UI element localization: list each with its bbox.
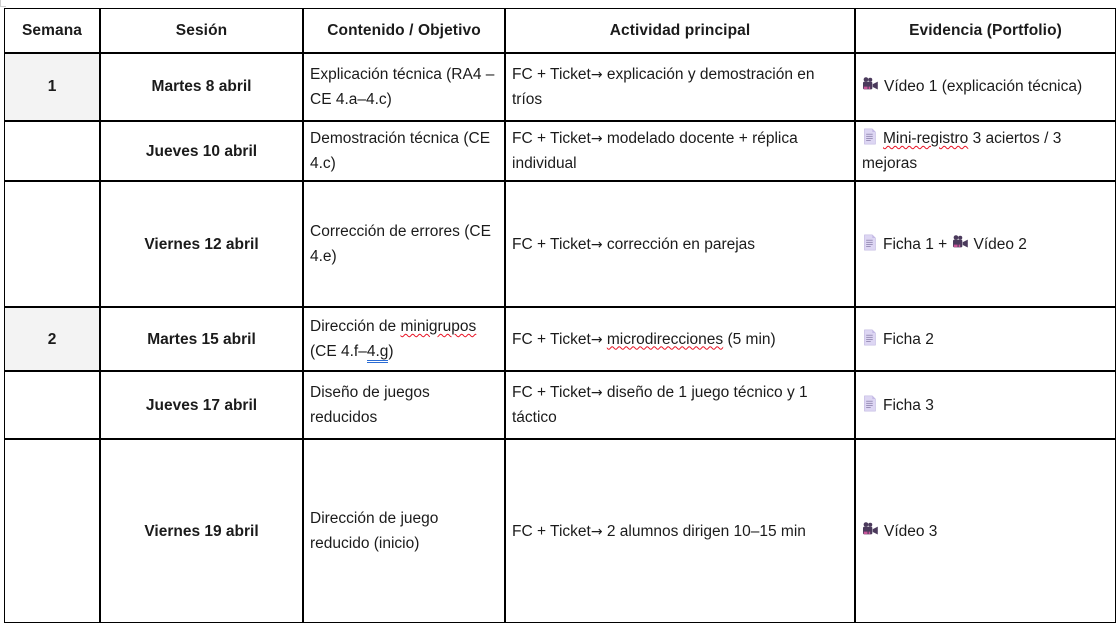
table-header (4, 8, 1116, 53)
cell-evidencia (855, 53, 1116, 121)
schedule-table (4, 8, 1116, 623)
actividad-text: modelado docente + réplica individual (512, 130, 798, 173)
contenido-line-2: reducidos (310, 409, 378, 427)
page-corner-mark (0, 0, 6, 7)
cell-evidencia (855, 371, 1116, 439)
cell-contenido (303, 181, 505, 307)
contenido-line-1-plain: Dirección de (310, 318, 401, 336)
cell-actividad (505, 307, 855, 371)
table-header-row (4, 8, 1116, 53)
actividad-prefix: FC + Ticket (512, 235, 591, 253)
table-row (4, 371, 1116, 439)
table-row (4, 439, 1116, 623)
actividad-prefix: FC + Ticket (512, 130, 591, 147)
table-row (4, 307, 1116, 371)
evidencia-text: Vídeo 1 (explicación técnica) (884, 78, 1083, 96)
table-body (4, 53, 1116, 623)
contenido-line-2-tail: ) (388, 343, 394, 361)
contenido-line-1: Corrección de errores (310, 223, 460, 241)
actividad-misspelled-word: microdirecciones (606, 330, 724, 348)
contenido-line-2: reducido (inicio) (310, 535, 420, 553)
evidencia-text: 3 aciertos / 3 mejoras (862, 130, 1062, 173)
arrow-icon: → (590, 66, 603, 83)
table-row (4, 53, 1116, 121)
contenido-grammar-word: 4.g (367, 343, 389, 363)
evidencia-misspelled-word: Mini-registro (883, 130, 969, 147)
contenido-line-2-plain: (CE 4.f– (310, 343, 367, 361)
cell-semana: 1 (4, 53, 100, 121)
evidencia-text: Ficha 1 + (883, 235, 952, 253)
contenido-line-1: Explicación técnica (RA4 (310, 65, 482, 83)
page-document-icon (862, 329, 878, 346)
arrow-icon: → (590, 385, 603, 402)
cell-contenido (303, 371, 505, 439)
actividad-tail: (5 min) (723, 330, 776, 348)
page-document-icon (862, 128, 878, 145)
evidencia-text: Ficha 2 (883, 330, 934, 348)
page-document-icon (862, 395, 878, 412)
cell-actividad (505, 121, 855, 181)
movie-camera-icon (952, 234, 969, 251)
actividad-text: diseño de 1 juego técnico y 1 táctico (512, 384, 808, 427)
cell-semana: 2 (4, 307, 100, 371)
cell-sesion: Jueves 17 abril (100, 371, 303, 439)
cell-actividad (505, 53, 855, 121)
contenido-line-1: Demostración técnica (310, 130, 460, 147)
page-document-icon (862, 234, 878, 251)
arrow-icon: → (590, 236, 603, 253)
cell-evidencia (855, 307, 1116, 371)
column-header-evidencia: Evidencia (Portfolio) (855, 8, 1116, 53)
cell-semana (4, 121, 100, 181)
cell-actividad (505, 181, 855, 307)
column-header-contenido: Contenido / Objetivo (303, 8, 505, 53)
cell-evidencia (855, 181, 1116, 307)
cell-sesion: Jueves 10 abril (100, 121, 303, 181)
arrow-icon: → (590, 331, 603, 348)
cell-contenido (303, 307, 505, 371)
movie-camera-icon (862, 521, 879, 538)
cell-actividad (505, 439, 855, 623)
column-header-actividad: Actividad principal (505, 8, 855, 53)
contenido-misspelled-word: minigrupos (400, 318, 477, 336)
contenido-line-2: (CE 4.e) (310, 223, 491, 266)
evidencia-text-2: Vídeo 2 (973, 235, 1027, 253)
table-row (4, 181, 1116, 307)
cell-sesion: Viernes 12 abril (100, 181, 303, 307)
cell-sesion: Martes 8 abril (100, 53, 303, 121)
contenido-line-1: Dirección de juego (310, 510, 439, 528)
cell-semana (4, 181, 100, 307)
cell-contenido (303, 53, 505, 121)
cell-contenido (303, 121, 505, 181)
cell-evidencia (855, 439, 1116, 623)
cell-actividad (505, 371, 855, 439)
arrow-icon: → (590, 523, 603, 540)
movie-camera-icon (862, 76, 879, 93)
contenido-line-2: (CE 4.c) (310, 130, 491, 173)
column-header-sesion: Sesión (100, 8, 303, 53)
actividad-prefix: FC + Ticket (512, 522, 591, 540)
cell-semana (4, 439, 100, 623)
actividad-text: explicación y demostración en tríos (512, 65, 815, 108)
contenido-line-2: – CE 4.a–4.c) (310, 65, 495, 108)
table-row (4, 121, 1116, 181)
actividad-text: corrección en parejas (606, 235, 756, 253)
actividad-prefix: FC + Ticket (512, 384, 591, 402)
column-header-semana: Semana (4, 8, 100, 53)
contenido-line-1: Diseño de juegos (310, 384, 430, 402)
cell-evidencia (855, 121, 1116, 181)
actividad-text: 2 alumnos dirigen 10–15 min (606, 522, 806, 540)
cell-sesion: Viernes 19 abril (100, 439, 303, 623)
cell-sesion: Martes 15 abril (100, 307, 303, 371)
actividad-prefix: FC + Ticket (512, 65, 591, 83)
evidencia-text: Ficha 3 (883, 396, 934, 414)
actividad-prefix: FC + Ticket (512, 330, 591, 348)
evidencia-text: Vídeo 3 (884, 522, 938, 540)
cell-semana (4, 371, 100, 439)
cell-contenido (303, 439, 505, 623)
arrow-icon: → (590, 131, 603, 147)
